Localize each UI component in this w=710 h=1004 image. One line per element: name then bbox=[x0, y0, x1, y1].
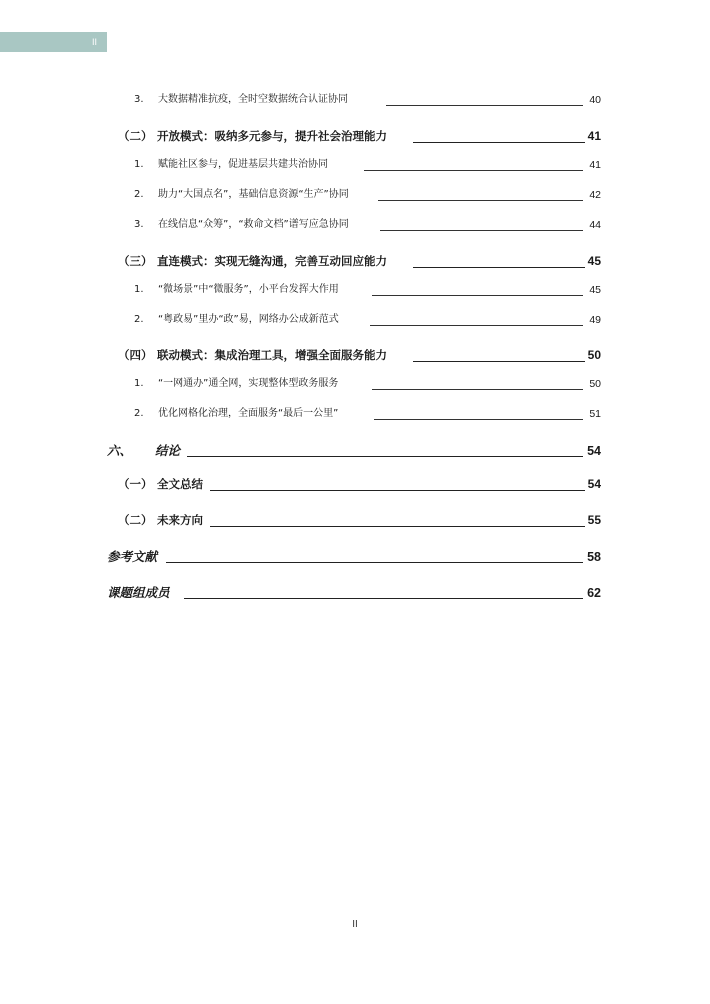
toc-entry-number: （四） bbox=[118, 348, 153, 362]
toc-entry-page: 62 bbox=[587, 586, 601, 600]
toc-entry-page: 50 bbox=[587, 348, 601, 362]
toc-leader-line bbox=[364, 157, 583, 171]
toc-entry-page: 44 bbox=[589, 219, 601, 231]
toc-entry-number: 1. bbox=[134, 159, 144, 170]
toc-entry-title: 全文总结 bbox=[157, 477, 203, 491]
toc-entry-number: 2. bbox=[134, 408, 144, 419]
toc-entry-number: 3. bbox=[134, 94, 144, 105]
toc-leader-line bbox=[378, 187, 583, 201]
toc-entry-number: （三） bbox=[118, 254, 153, 268]
toc-entry[interactable] bbox=[0, 406, 710, 426]
toc-leader-line bbox=[184, 584, 583, 599]
page-number: II bbox=[352, 919, 358, 930]
toc-entry-title: “微场景”中“微服务”，小平台发挥大作用 bbox=[158, 284, 339, 295]
toc-entry-page: 42 bbox=[589, 189, 601, 201]
toc-entry-page: 58 bbox=[587, 550, 601, 564]
toc-entry-page: 41 bbox=[589, 159, 601, 171]
toc-entry-title: 课题组成员 bbox=[107, 585, 170, 600]
header-tab bbox=[0, 32, 107, 52]
toc-entry-number: 3. bbox=[134, 219, 144, 230]
toc-entry[interactable] bbox=[0, 92, 710, 112]
toc-entry[interactable] bbox=[0, 187, 710, 207]
header-tab-label: II bbox=[92, 37, 98, 47]
toc-entry[interactable] bbox=[0, 548, 710, 568]
toc-entry-page: 49 bbox=[589, 314, 601, 326]
toc-leader-line bbox=[370, 312, 583, 326]
toc-entry[interactable] bbox=[0, 157, 710, 177]
toc-entry-page: 51 bbox=[589, 408, 601, 420]
toc-entry-page: 50 bbox=[589, 378, 601, 390]
toc-leader-line bbox=[413, 253, 585, 268]
toc-entry-number: 1. bbox=[134, 284, 144, 295]
toc-entry-title: 赋能社区参与，促进基层共建共治协同 bbox=[158, 159, 328, 170]
toc-entry-number: 1. bbox=[134, 378, 144, 389]
toc-entry-number: 2. bbox=[134, 189, 144, 200]
toc-entry-title: “粤政易”里办“政”易，网络办公成新范式 bbox=[158, 314, 339, 325]
toc-entry-title: 联动模式：集成治理工具，增强全面服务能力 bbox=[157, 348, 387, 362]
toc-entry-title: 助力“大国点名”，基础信息资源“生产”协同 bbox=[158, 189, 349, 200]
toc-entry-title: 开放模式：吸纳多元参与，提升社会治理能力 bbox=[157, 129, 387, 143]
toc-entry[interactable] bbox=[0, 442, 710, 462]
toc-leader-line bbox=[187, 442, 583, 457]
toc-entry-page: 55 bbox=[587, 513, 601, 527]
toc-entry[interactable] bbox=[0, 253, 710, 273]
toc-entry-title: 大数据精准抗疫，全时空数据统合认证协同 bbox=[158, 94, 348, 105]
toc-entry-title: 结论 bbox=[155, 443, 181, 458]
toc-entry-number: 六、 bbox=[107, 443, 133, 458]
toc-entry-page: 54 bbox=[587, 477, 601, 491]
toc-entry[interactable] bbox=[0, 376, 710, 396]
toc-entry-page: 54 bbox=[587, 444, 601, 458]
toc-leader-line bbox=[210, 476, 585, 491]
toc-entry[interactable] bbox=[0, 312, 710, 332]
toc-entry-page: 45 bbox=[589, 284, 601, 296]
toc-entry-page: 40 bbox=[589, 94, 601, 106]
toc-entry-page: 41 bbox=[587, 129, 601, 143]
toc-entry[interactable] bbox=[0, 128, 710, 148]
toc-entry[interactable] bbox=[0, 217, 710, 237]
toc-leader-line bbox=[386, 92, 583, 106]
toc-entry-number: （二） bbox=[118, 129, 153, 143]
toc-leader-line bbox=[380, 217, 583, 231]
toc-entry-title: 在线信息“众筹”，“救命文档”谱写应急协同 bbox=[158, 219, 349, 230]
toc-entry-title: “一网通办”通全网，实现整体型政务服务 bbox=[158, 378, 339, 389]
toc-entry[interactable] bbox=[0, 512, 710, 532]
toc-entry-page: 45 bbox=[587, 254, 601, 268]
toc-entry-number: 2. bbox=[134, 314, 144, 325]
toc-leader-line bbox=[372, 376, 583, 390]
toc-entry-title: 参考文献 bbox=[107, 549, 158, 564]
toc-leader-line bbox=[413, 128, 585, 143]
toc-entry-title: 未来方向 bbox=[157, 513, 203, 527]
toc-entry-number: （一） bbox=[118, 477, 153, 491]
toc-entry[interactable] bbox=[0, 476, 710, 496]
toc-leader-line bbox=[413, 347, 585, 362]
toc-leader-line bbox=[374, 406, 583, 420]
toc-entry-title: 优化网格化治理，全面服务“最后一公里” bbox=[158, 408, 339, 419]
toc-entry-title: 直连模式：实现无缝沟通，完善互动回应能力 bbox=[157, 254, 387, 268]
toc-entry[interactable] bbox=[0, 282, 710, 302]
toc-entry[interactable] bbox=[0, 584, 710, 604]
toc-leader-line bbox=[166, 548, 583, 563]
toc-entry-number: （二） bbox=[118, 513, 153, 527]
toc-entry[interactable] bbox=[0, 347, 710, 367]
page-number-footer bbox=[0, 919, 710, 930]
toc-leader-line bbox=[372, 282, 583, 296]
toc-leader-line bbox=[210, 512, 585, 527]
